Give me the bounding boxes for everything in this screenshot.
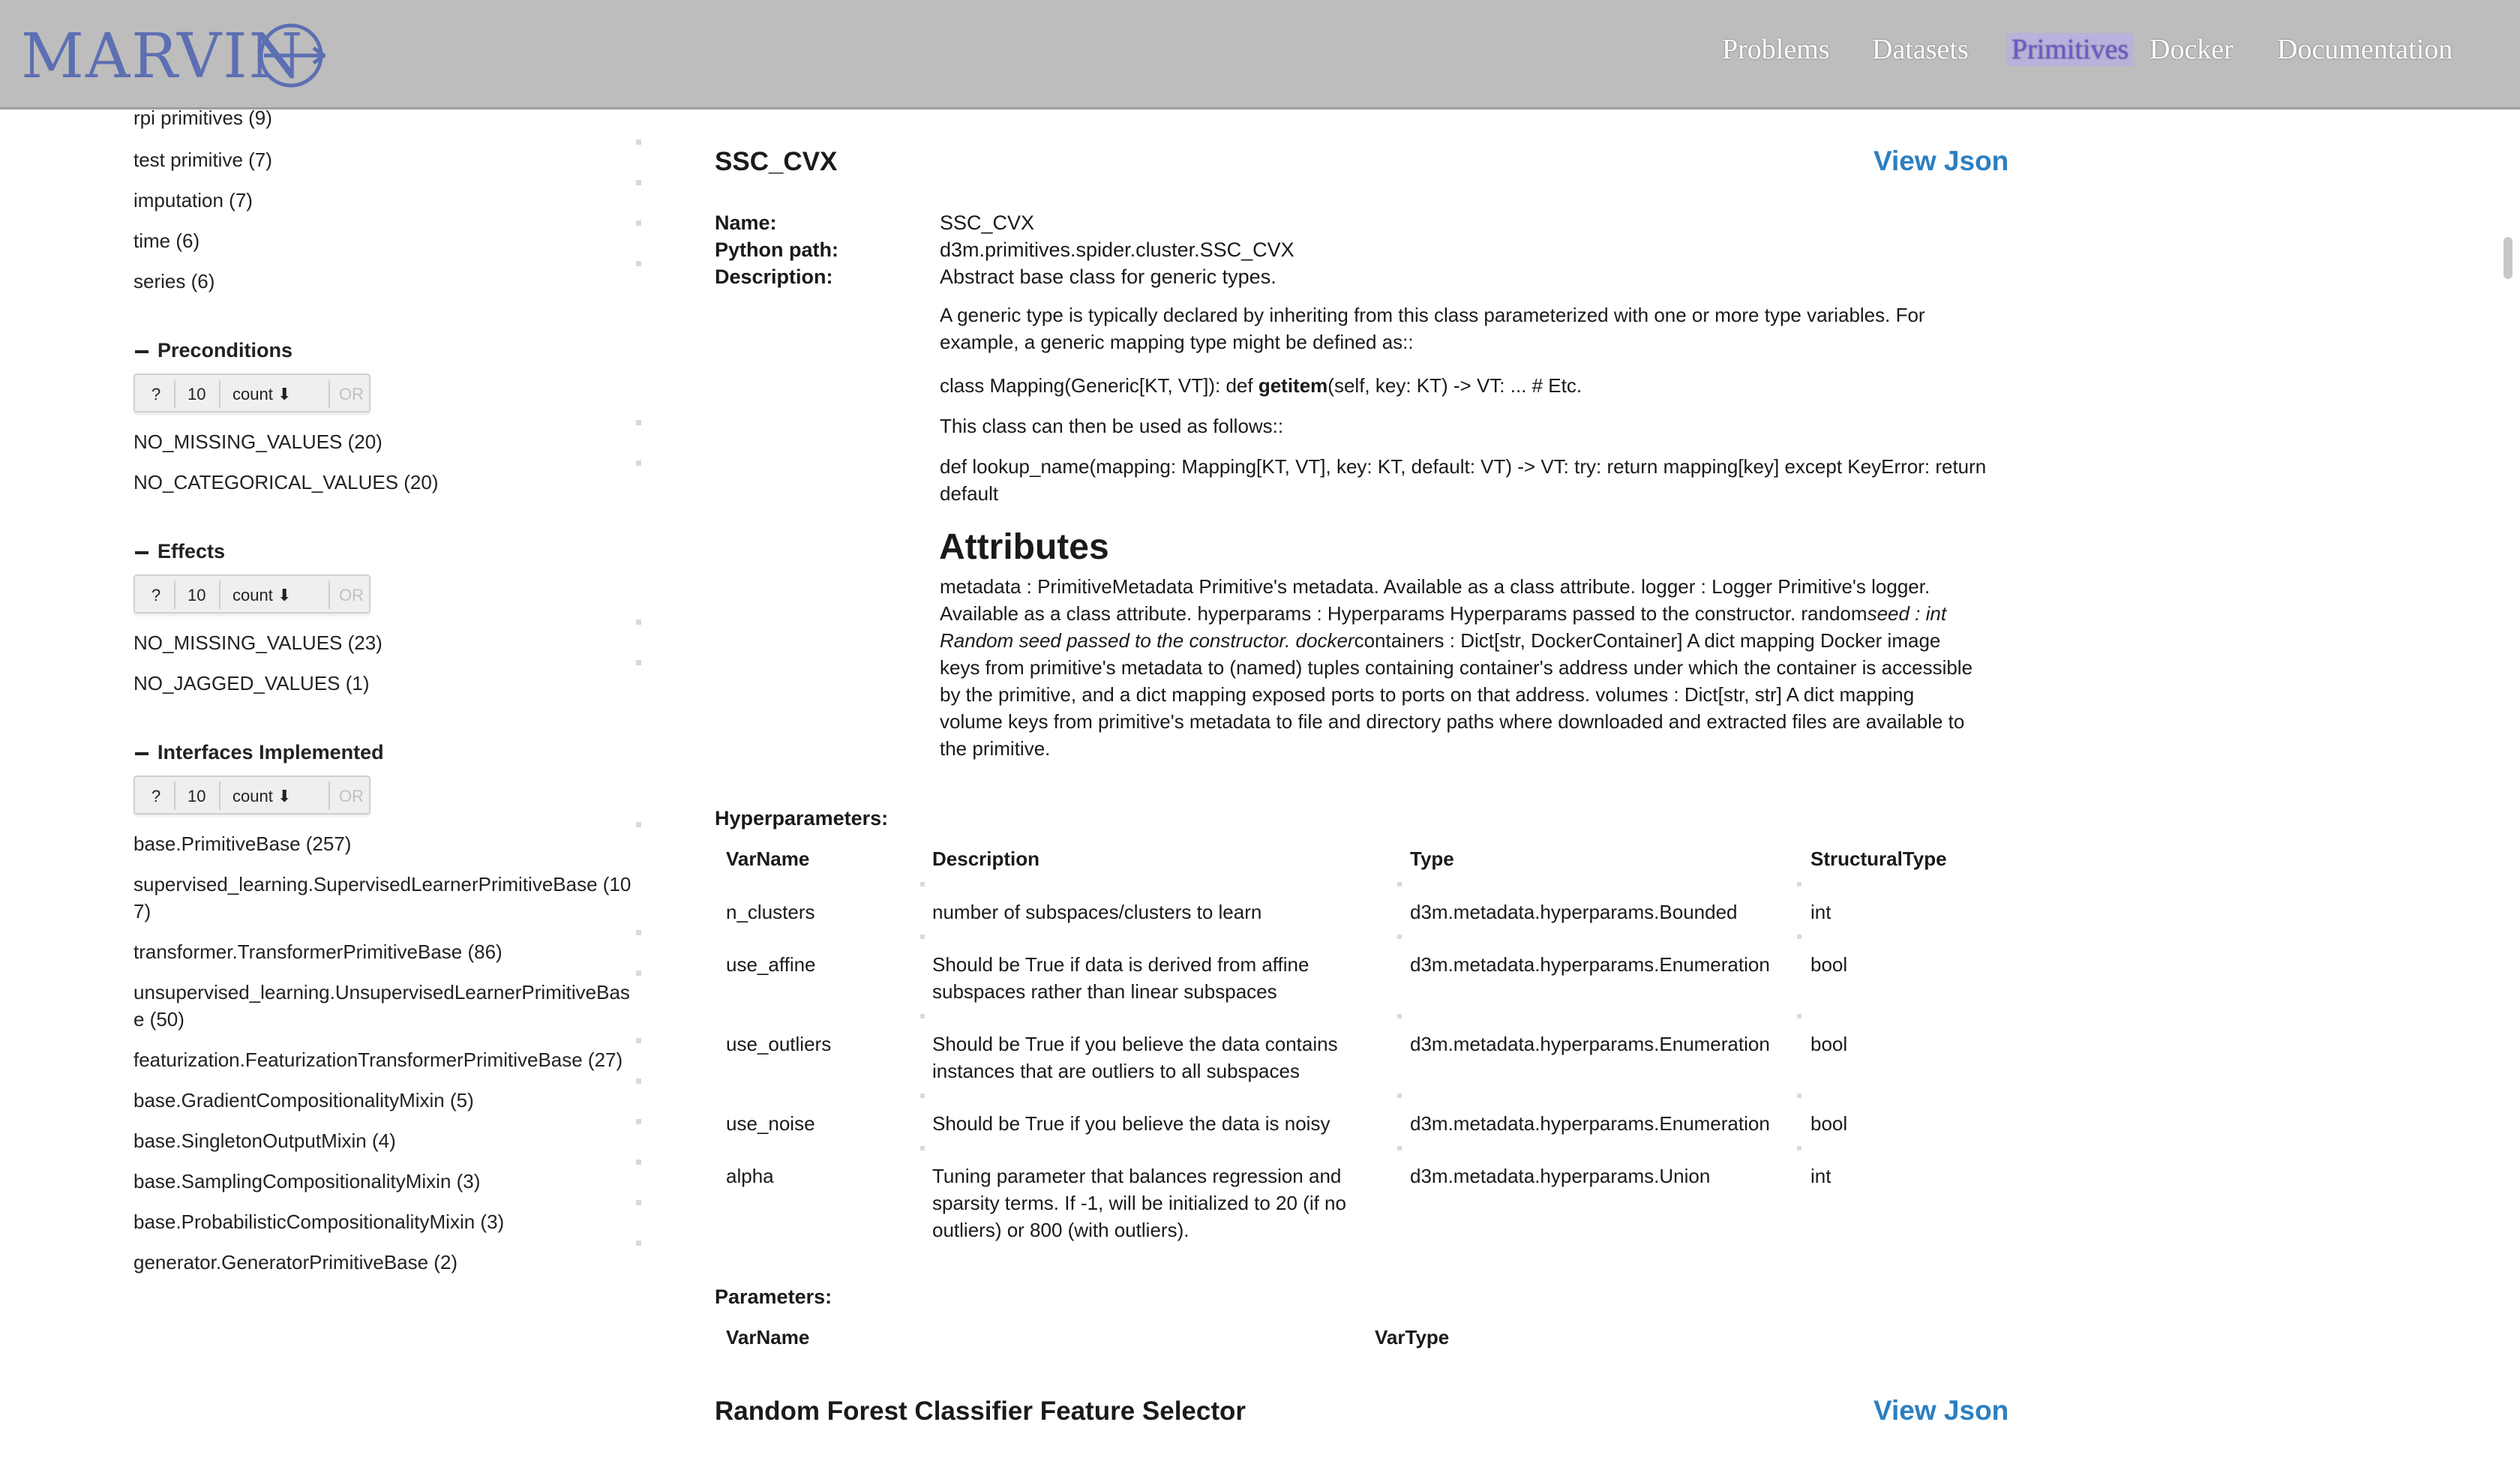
control-separator (219, 580, 220, 609)
facet-item[interactable]: base.SamplingCompositionalityMixin (3) (134, 1170, 481, 1192)
facet-sidebar (0, 106, 645, 1464)
cell-divider-dot (920, 934, 925, 939)
attr-italic-text: Random seed passed to the constructor. docker (940, 629, 1354, 652)
nav-docker[interactable]: Docker (2150, 34, 2234, 65)
facet-item[interactable]: NO_MISSING_VALUES (23) (134, 632, 382, 654)
col-header-varname: VarName (726, 1326, 810, 1348)
control-separator (328, 782, 330, 810)
description-short: Abstract base class for generic types. (940, 266, 1276, 288)
attributes-paragraph (940, 573, 1972, 762)
cell-description-line: instances that are outliers to all subspaces (932, 1060, 1300, 1082)
sort-label: count (232, 787, 273, 806)
cell-structural-type: int (1810, 1165, 1832, 1187)
cell-description: Should be True if you believe the data is noisy (932, 1112, 1330, 1135)
facet-item[interactable]: test primitive (7) (134, 148, 272, 171)
control-separator (174, 380, 176, 408)
attributes-heading: Attributes (939, 527, 1109, 567)
limit-button[interactable]: 10 (188, 586, 206, 604)
attr-line: volume keys from primitive's metadata to file and directory paths where downloaded and extracted files are available to (940, 710, 1965, 733)
nav-links (0, 33, 2520, 78)
divider-dot (636, 930, 641, 935)
cell-varname: use_outliers (726, 1033, 832, 1055)
divider-dot (636, 1038, 641, 1043)
section-interfaces-header[interactable] (135, 741, 384, 764)
divider-dot (636, 1119, 641, 1124)
or-toggle[interactable]: OR (339, 586, 364, 604)
attr-line: keys from primitive's metadata to (named) tuples containing container's address under which the container is accessible (940, 656, 1973, 679)
cell-type: d3m.metadata.hyperparams.Union (1410, 1165, 1711, 1187)
sort-label: count (232, 385, 273, 404)
description-label: Description: (715, 266, 833, 288)
sort-button[interactable] (232, 787, 291, 806)
cell-description-line: outliers) or 800 (with outliers). (932, 1219, 1190, 1241)
limit-button[interactable]: 10 (188, 385, 206, 404)
facet-item[interactable]: series (6) (134, 270, 215, 292)
description-code-paragraph (940, 372, 1582, 399)
control-separator (174, 782, 176, 810)
desc-line: default (940, 482, 999, 505)
desc-bold-text: getitem (1258, 374, 1328, 397)
facet-item[interactable]: unsupervised_learning.UnsupervisedLearnerPrimitiveBas (134, 981, 630, 1004)
desc-line: A generic type is typically declared by inheriting from this class parameterized with one or more type variables. For (940, 304, 1925, 326)
nav-problems[interactable]: Problems (1722, 34, 1830, 65)
desc-line: example, a generic mapping type might be defined as:: (940, 331, 1414, 353)
attr-text: Available as a class attribute. hyperparams : Hyperparams Hyperparams passed to the constructor. random (940, 602, 1868, 625)
limit-button[interactable]: 10 (188, 787, 206, 806)
collapse-minus-icon[interactable] (135, 551, 148, 554)
cell-divider-dot (1397, 1146, 1402, 1150)
facet-item[interactable]: base.GradientCompositionalityMixin (5) (134, 1089, 474, 1112)
cell-description-line: subspaces rather than linear subspaces (932, 980, 1277, 1003)
divider-dot (636, 140, 641, 145)
facet-item[interactable]: featurization.FeaturizationTransformerPrimitiveBase (27) (134, 1048, 623, 1071)
logo-text: MARVIN (21, 21, 304, 92)
help-button[interactable]: ? (152, 787, 161, 806)
attr-text: containers : Dict[str, DockerContainer] A dict mapping Docker image (1354, 629, 1941, 652)
cell-varname: alpha (726, 1165, 774, 1187)
cell-divider-dot (1797, 1146, 1802, 1150)
control-separator (174, 580, 176, 609)
attr-line: by the primitive, and a dict mapping exposed ports to ports on that address. volumes : Dict[str, str] A dict mapping (940, 683, 1915, 706)
divider-dot (636, 180, 641, 185)
arrow-down-icon: ⬇ (277, 586, 292, 604)
divider-dot (636, 1200, 641, 1205)
col-header-type: Type (1410, 848, 1454, 870)
sort-label: count (232, 586, 273, 604)
help-button[interactable]: ? (152, 385, 161, 404)
desc-text: (self, key: KT) -> VT: ... # Etc. (1328, 374, 1582, 397)
facet-item[interactable]: base.PrimitiveBase (257) (134, 832, 352, 855)
control-separator (219, 380, 220, 408)
cell-divider-dot (1397, 934, 1402, 939)
cell-type: d3m.metadata.hyperparams.Enumeration (1410, 953, 1770, 976)
cell-description: Tuning parameter that balances regression and (932, 1165, 1342, 1187)
facet-item[interactable]: base.SingletonOutputMixin (4) (134, 1130, 396, 1152)
facet-item[interactable]: time (6) (134, 230, 200, 252)
cell-divider-dot (920, 1094, 925, 1098)
cell-varname: use_affine (726, 953, 816, 976)
cell-structural-type: bool (1810, 1033, 1848, 1055)
cell-structural-type: bool (1810, 953, 1848, 976)
cell-divider-dot (1797, 1094, 1802, 1098)
facet-item[interactable]: NO_MISSING_VALUES (20) (134, 430, 382, 453)
attr-italic-text: seed : int (1867, 602, 1947, 625)
or-toggle[interactable]: OR (339, 385, 364, 404)
divider-dot (636, 822, 641, 827)
nav-primitives[interactable]: Primitives (2007, 33, 2133, 66)
cell-type: d3m.metadata.hyperparams.Enumeration (1410, 1112, 1770, 1135)
facet-item[interactable]: generator.GeneratorPrimitiveBase (2) (134, 1251, 458, 1274)
description-paragraph: This class can then be used as follows:: (940, 415, 1284, 437)
primitive-title: SSC_CVX (715, 147, 838, 176)
divider-dot (636, 460, 641, 466)
cell-divider-dot (1797, 1014, 1802, 1018)
next-primitive-title: Random Forest Classifier Feature Selector (715, 1396, 1246, 1426)
cell-divider-dot (1397, 1094, 1402, 1098)
description-paragraph (940, 453, 1986, 507)
scrollbar-thumb[interactable] (2504, 237, 2512, 279)
facet-item[interactable]: NO_JAGGED_VALUES (1) (134, 672, 370, 694)
cell-divider-dot (920, 1146, 925, 1150)
divider-dot (636, 220, 641, 226)
collapse-minus-icon[interactable] (135, 752, 148, 755)
cell-description-line: sparsity terms. If -1, will be initialized to 20 (if no (932, 1192, 1346, 1214)
cell-divider-dot (1797, 882, 1802, 886)
desc-text: class Mapping(Generic[KT, VT]): def (940, 374, 1258, 397)
python-path-value: d3m.primitives.spider.cluster.SSC_CVX (940, 238, 1294, 261)
sort-button[interactable] (232, 586, 291, 605)
divider-dot (636, 420, 641, 425)
col-header-description: Description (932, 848, 1040, 870)
facet-controls-preconditions (134, 374, 370, 412)
attr-line: metadata : PrimitiveMetadata Primitive's metadata. Available as a class attribute. logger : Logger Primitive's logger. (940, 575, 1930, 598)
facet-item[interactable]: transformer.TransformerPrimitiveBase (86) (134, 940, 502, 963)
view-json-link[interactable]: View Json (1874, 1395, 2009, 1426)
divider-dot (636, 1240, 641, 1246)
cell-divider-dot (1797, 934, 1802, 939)
cell-structural-type: int (1810, 901, 1832, 923)
or-toggle[interactable]: OR (339, 787, 364, 806)
section-title: Preconditions (158, 339, 293, 362)
section-title: Interfaces Implemented (158, 741, 384, 764)
section-effects-header[interactable] (135, 540, 225, 563)
divider-dot (636, 970, 641, 976)
hyperparameters-label: Hyperparameters: (715, 807, 889, 830)
cell-type: d3m.metadata.hyperparams.Enumeration (1410, 1033, 1770, 1055)
attr-line: the primitive. (940, 737, 1051, 760)
parameters-label: Parameters: (715, 1286, 832, 1308)
attr-line (940, 627, 1972, 654)
control-separator (219, 782, 220, 810)
divider-dot (636, 1078, 641, 1084)
sort-button[interactable] (232, 385, 291, 404)
divider-dot (636, 620, 641, 625)
cell-type: d3m.metadata.hyperparams.Bounded (1410, 901, 1738, 923)
divider-dot (636, 660, 641, 665)
nav-documentation[interactable]: Documentation (2277, 34, 2453, 65)
top-navbar (0, 0, 2520, 110)
cell-divider-dot (920, 1014, 925, 1018)
description-paragraph (940, 302, 1925, 356)
desc-line: def lookup_name(mapping: Mapping[KT, VT], key: KT, default: VT) -> VT: try: return mapping[key] except KeyError: return (940, 455, 1987, 478)
facet-item[interactable]: NO_CATEGORICAL_VALUES (20) (134, 471, 439, 494)
cell-varname: n_clusters (726, 901, 815, 923)
col-header-vartype: VarType (1375, 1326, 1450, 1348)
section-title: Effects (158, 540, 226, 562)
cell-structural-type: bool (1810, 1112, 1848, 1135)
facet-item-continued[interactable]: e (50) (134, 1008, 184, 1030)
cell-divider-dot (1397, 882, 1402, 886)
facet-item[interactable]: imputation (7) (134, 189, 253, 212)
facet-item-continued[interactable]: 7) (134, 900, 152, 922)
col-header-structural-type: StructuralType (1810, 848, 1947, 870)
facet-item[interactable]: rpi primitives (9) (134, 106, 272, 129)
view-json-link[interactable]: View Json (1874, 146, 2009, 176)
divider-dot (636, 1160, 641, 1165)
cell-description: number of subspaces/clusters to learn (932, 901, 1262, 923)
cell-divider-dot (1397, 1014, 1402, 1018)
arrow-down-icon: ⬇ (277, 787, 292, 806)
cell-description: Should be True if data is derived from affine (932, 953, 1310, 976)
name-value: SSC_CVX (940, 212, 1035, 234)
facet-item[interactable]: supervised_learning.SupervisedLearnerPrimitiveBase (10 (134, 873, 632, 896)
facet-controls-effects (134, 574, 370, 614)
collapse-minus-icon[interactable] (135, 350, 148, 353)
arrow-down-icon: ⬇ (277, 385, 292, 404)
control-separator (328, 380, 330, 408)
col-header-varname: VarName (726, 848, 810, 870)
help-button[interactable]: ? (152, 586, 161, 604)
nav-datasets[interactable]: Datasets (1872, 34, 1969, 65)
divider-dot (636, 261, 641, 266)
control-separator (328, 580, 330, 609)
primitive-detail-panel (675, 110, 2520, 1464)
cell-description: Should be True if you believe the data contains (932, 1033, 1338, 1055)
python-path-label: Python path: (715, 238, 838, 261)
facet-item[interactable]: base.ProbabilisticCompositionalityMixin (3) (134, 1210, 505, 1233)
facet-controls-interfaces (134, 776, 370, 814)
cell-varname: use_noise (726, 1112, 815, 1135)
attr-line (940, 600, 1972, 627)
section-preconditions-header[interactable] (135, 339, 292, 362)
cell-divider-dot (920, 882, 925, 886)
name-label: Name: (715, 212, 777, 234)
